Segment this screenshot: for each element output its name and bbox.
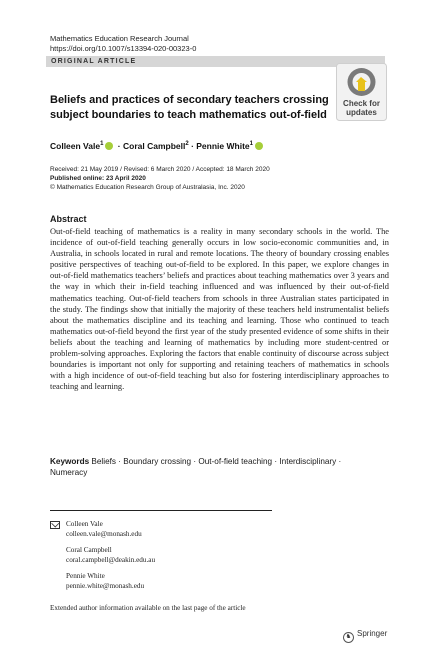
- affiliation-marker: 1: [249, 141, 253, 147]
- publisher-name: Springer: [357, 629, 388, 638]
- abstract-heading: Abstract: [50, 214, 87, 224]
- extended-author-info: Extended author information available on the last page of the article: [50, 604, 246, 612]
- contact-entry: [50, 520, 155, 539]
- orcid-icon[interactable]: [105, 142, 113, 150]
- footnote-rule: [50, 510, 272, 511]
- contact-email[interactable]: pennie.white@monash.edu: [66, 581, 145, 590]
- envelope-icon: [50, 521, 60, 529]
- history-dates: Received: 21 May 2019 / Revised: 6 March 2020 / Accepted: 18 March 2020: [50, 166, 270, 173]
- check-for-updates-icon: [336, 63, 387, 121]
- publisher-logo: [343, 629, 387, 643]
- check-updates-line1: Check for: [343, 99, 380, 108]
- author-name[interactable]: Pennie White: [196, 140, 250, 151]
- author-name[interactable]: Coral Campbell: [123, 140, 186, 151]
- contact-email[interactable]: colleen.vale@monash.edu: [66, 529, 142, 538]
- contact-name: Coral Campbell: [66, 546, 112, 554]
- article-type-banner: [46, 56, 385, 67]
- contact-email[interactable]: coral.campbell@deakin.edu.au: [66, 555, 156, 564]
- journal-name: Mathematics Education Research Journal: [50, 34, 189, 43]
- article-title: Beliefs and practices of secondary teachers crossing subject boundaries to teach mathematics out-of-field: [50, 94, 329, 121]
- journal-header: [50, 34, 196, 54]
- affiliation-marker: 1: [100, 141, 104, 147]
- orcid-icon[interactable]: [255, 142, 263, 150]
- author-name[interactable]: Colleen Vale: [50, 140, 101, 151]
- author-contacts: [50, 520, 155, 598]
- contact-name: Colleen Vale: [66, 520, 103, 528]
- check-for-updates-badge[interactable]: [336, 63, 387, 121]
- check-updates-line2: updates: [346, 108, 377, 117]
- keywords-text: Beliefs · Boundary crossing · Out-of-field teaching · Interdisciplinary · Numeracy: [50, 457, 342, 477]
- contact-name: Pennie White: [66, 572, 105, 580]
- published-online: Published online: 23 April 2020: [50, 175, 146, 182]
- author-list: Colleen Vale$^1$ · Coral Campbell$^2$ · Pennie White$^1$: [50, 139, 265, 152]
- abstract-text: Out-of-field teaching of mathematics is a reality in many secondary schools in the world. The incidence of out-of-field teaching generally occurs in low socio-economic communities and, in Australia, in schools located in rural and remote locations. The theory of boundary crossing enables positive perspectives of teaching out-of-field to be explored. In this paper, we explore changes in out-of-field mathematics teachers’ beliefs and practices about teaching mathematics over 3 years and the way in which their in-field teaching influenced and was influenced by their out-of-field mathematics teaching. Out-of-field teachers from schools in three Australian states participated in the study. The findings show that initially the majority of these teachers held instrumentalist beliefs about the mathematics discipline and its teaching and learning. Those who continued to teach mathematics out-of-field beyond the first year of the study presented evidence of some shifts in their beliefs about the teaching and learning of mathematics by including more student-centred or problem-solving approaches. Exploring the factors that enable continuity of discourse across subject boundaries is important not only for supporting and retaining teachers of mathematics in schools with a high incidence of out-of-field teaching but also for fostering interdisciplinary approaches to teaching and learning.: [50, 227, 389, 392]
- keywords: [50, 456, 380, 478]
- keywords-label: Keywords: [50, 457, 90, 466]
- springer-horse-icon: ♞: [343, 632, 354, 643]
- article-type-label: ORIGINAL ARTICLE: [51, 58, 137, 65]
- doi-link[interactable]: https://doi.org/10.1007/s13394-020-00323-0: [50, 44, 197, 53]
- contact-entry: [50, 546, 155, 565]
- copyright: © Mathematics Education Research Group of Australasia, Inc. 2020: [50, 184, 245, 191]
- affiliation-marker: 2: [185, 141, 189, 147]
- contact-entry: [50, 572, 155, 591]
- article-dates: [50, 165, 270, 192]
